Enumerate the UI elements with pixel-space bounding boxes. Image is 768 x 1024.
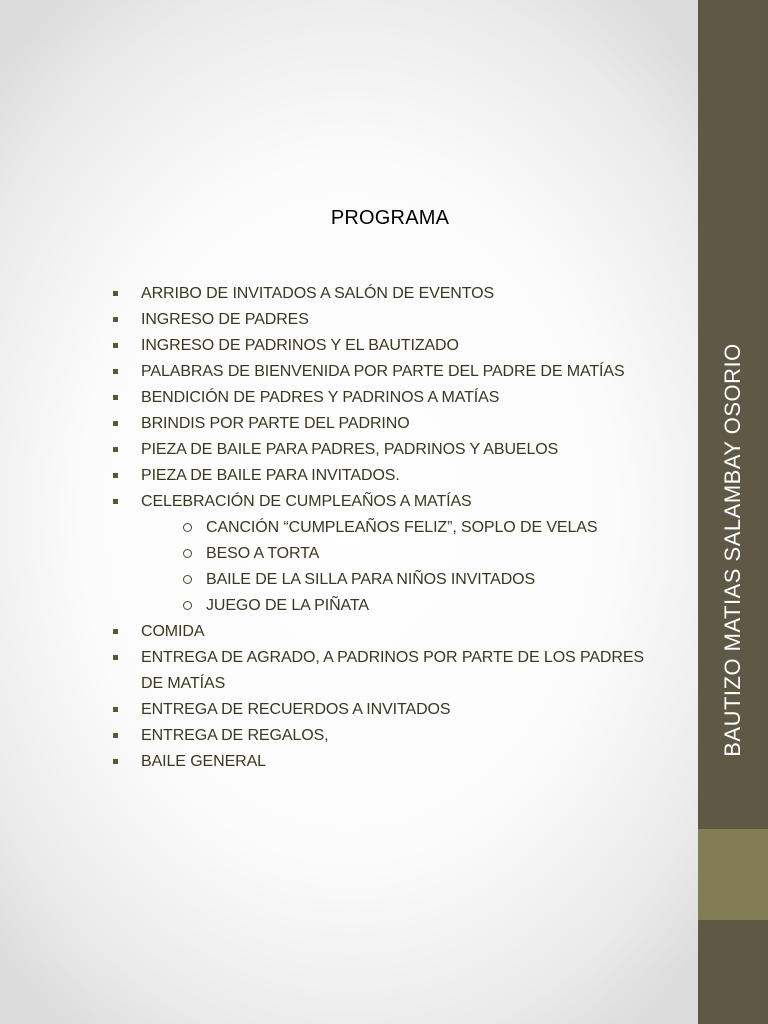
page-title: PROGRAMA [330,207,450,229]
list-item [0,645,698,697]
square-bullet-icon [113,395,118,400]
list-item [0,359,698,385]
list-item [0,307,698,333]
sidebar-title: BAUTIZO MATIAS SALAMBAY OSORIO [720,343,745,757]
list-item-text: PIEZA DE BAILE PARA PADRES, PADRINOS Y ABUELOS [141,441,559,458]
list-item [0,281,698,307]
sub-list-item-text: CANCIÓN “CUMPLEAÑOS FELIZ”, SOPLO DE VELAS [206,519,598,536]
sidebar-accent-block [698,829,768,920]
square-bullet-icon [113,629,118,634]
list-item [0,437,698,463]
circle-bullet-icon [183,523,192,532]
square-bullet-icon [113,733,118,738]
sub-list-item [0,515,698,541]
square-bullet-icon [113,499,118,504]
sub-list-item-text: JUEGO DE LA PIÑATA [206,597,369,614]
list-item [0,411,698,437]
square-bullet-icon [113,369,118,374]
sub-list-item [0,567,698,593]
list-item [0,723,698,749]
list-item-text: BAILE GENERAL [141,753,266,770]
list-item [0,697,698,723]
list-item-text: ENTREGA DE REGALOS, [141,727,329,744]
list-item-text: ARRIBO DE INVITADOS A SALÓN DE EVENTOS [141,285,495,302]
square-bullet-icon [113,317,118,322]
list-item [0,749,698,775]
sub-list-item [0,593,698,619]
square-bullet-icon [113,291,118,296]
square-bullet-icon [113,473,118,478]
list-item-text: COMIDA [141,623,205,640]
list-item-text: BRINDIS POR PARTE DEL PADRINO [141,415,410,432]
list-item-text: INGRESO DE PADRES [141,311,309,328]
square-bullet-icon [113,655,118,660]
sub-list-item-text: BESO A TORTA [206,545,320,562]
list-item [0,463,698,489]
list-item-text: BENDICIÓN DE PADRES Y PADRINOS A MATÍAS [141,389,500,406]
square-bullet-icon [113,707,118,712]
list-item [0,385,698,411]
circle-bullet-icon [183,575,192,584]
list-item [0,619,698,645]
sub-list-item [0,541,698,567]
list-item [0,489,698,515]
program-list [0,281,698,775]
list-item-text: ENTREGA DE AGRADO, A PADRINOS POR PARTE DE LOS PADRES DE MATÍAS [141,649,644,692]
square-bullet-icon [113,421,118,426]
sub-list-item-text: BAILE DE LA SILLA PARA NIÑOS INVITADOS [206,571,536,588]
list-item-text: INGRESO DE PADRINOS Y EL BAUTIZADO [141,337,459,354]
sidebar-title-area [698,0,768,829]
circle-bullet-icon [183,549,192,558]
square-bullet-icon [113,343,118,348]
list-item-text: PALABRAS DE BIENVENIDA POR PARTE DEL PADRE DE MATÍAS [141,363,625,380]
list-item [0,333,698,359]
square-bullet-icon [113,759,118,764]
list-item-text: PIEZA DE BAILE PARA INVITADOS. [141,467,400,484]
circle-bullet-icon [183,601,192,610]
list-item-text: CELEBRACIÓN DE CUMPLEAÑOS A MATÍAS [141,493,472,510]
sidebar [698,0,768,1024]
list-item-text: ENTREGA DE RECUERDOS A INVITADOS [141,701,451,718]
square-bullet-icon [113,447,118,452]
